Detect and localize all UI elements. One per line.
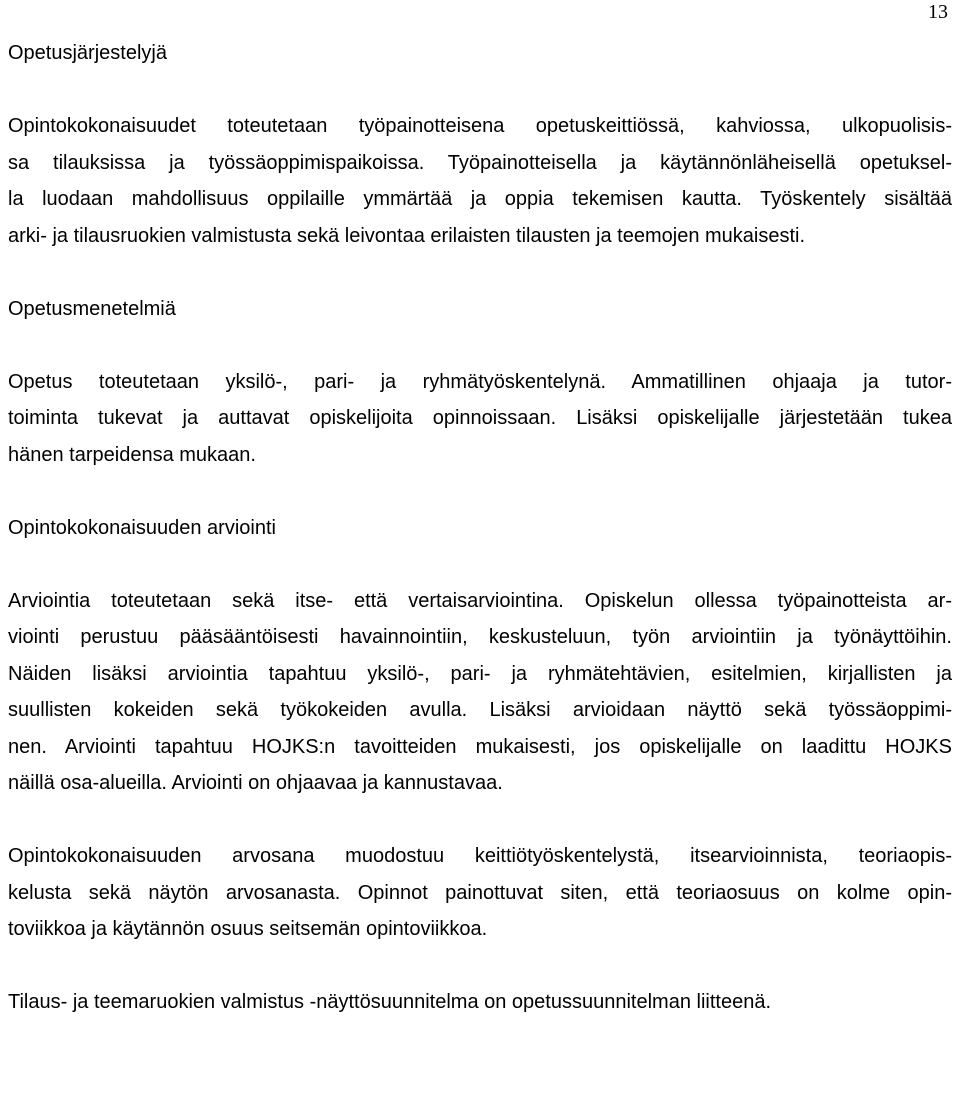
paragraph-line: viointi perustuu pääsääntöisesti havainnointiin, keskusteluun, työn arviointiin ja työnäyttöihin. [8,626,952,648]
paragraph-line: la luodaan mahdollisuus oppilaille ymmärtää ja oppia tekemisen kautta. Työskentely sisältää [8,188,952,210]
paragraph-line: toviikkoa ja käytännön osuus seitsemän opintoviikkoa. [8,918,488,940]
paragraph-arvosana [8,838,952,948]
paragraph-line: Näiden lisäksi arviointia tapahtuu yksilö-, pari- ja ryhmätehtävien, esitelmien, kirjallisten ja [8,662,952,685]
paragraph-nayttosuunnitelma [8,984,952,1021]
paragraph-line: suullisten kokeiden sekä työkokeiden avulla. Lisäksi arvioidaan näyttö sekä työssäoppimi- [8,699,952,721]
document-body [8,35,952,1021]
heading-opetusmenetelmia: Opetusmenetelmiä [8,297,176,320]
paragraph-line: Tilaus- ja teemaruokien valmistus -näyttösuunnitelma on opetussuunnitelman liitteenä. [8,991,771,1013]
page-number: 13 [928,1,948,23]
paragraph-line: toiminta tukevat ja auttavat opiskelijoita opinnoissaan. Lisäksi opiskelijalle järjestetään tukea [8,407,952,429]
paragraph-line: Opintokokonaisuudet toteutetaan työpainotteisena opetuskeittiössä, kahviossa, ulkopuolisis- [8,115,952,137]
paragraph-line: Opetus toteutetaan yksilö-, pari- ja ryhmätyöskentelynä. Ammatillinen ohjaaja ja tutor- [8,370,952,393]
paragraph-arviointi [8,583,952,802]
heading-opetusjarjestelyja: Opetusjärjestelyjä [8,42,167,64]
paragraph-opetusmenetelmia [8,364,952,474]
paragraph-line: näillä osa-alueilla. Arviointi on ohjaavaa ja kannustavaa. [8,772,503,794]
paragraph-line: arki- ja tilausruokien valmistusta sekä leivontaa erilaisten tilausten ja teemojen mukaisesti. [8,224,806,247]
paragraph-opetusjarjestelyja [8,108,952,254]
paragraph-line: hänen tarpeidensa mukaan. [8,443,256,466]
heading-arviointi: Opintokokonaisuuden arviointi [8,516,276,539]
paragraph-line: nen. Arviointi tapahtuu HOJKS:n tavoitteiden mukaisesti, jos opiskelijalle on laadittu HOJKS [8,735,952,758]
paragraph-line: Opintokokonaisuuden arvosana muodostuu keittiötyöskentelystä, itsearvioinnista, teoriaopis- [8,845,952,867]
paragraph-line: sa tilauksissa ja työssäoppimispaikoissa. Työpainotteisella ja käytännönläheisellä opetuksel- [8,151,952,174]
paragraph-line: kelusta sekä näytön arvosanasta. Opinnot painottuvat siten, että teoriaosuus on kolme opin- [8,881,952,904]
paragraph-line: Arviointia toteutetaan sekä itse- että vertaisarviointina. Opiskelun ollessa työpainotteista ar- [8,589,952,612]
